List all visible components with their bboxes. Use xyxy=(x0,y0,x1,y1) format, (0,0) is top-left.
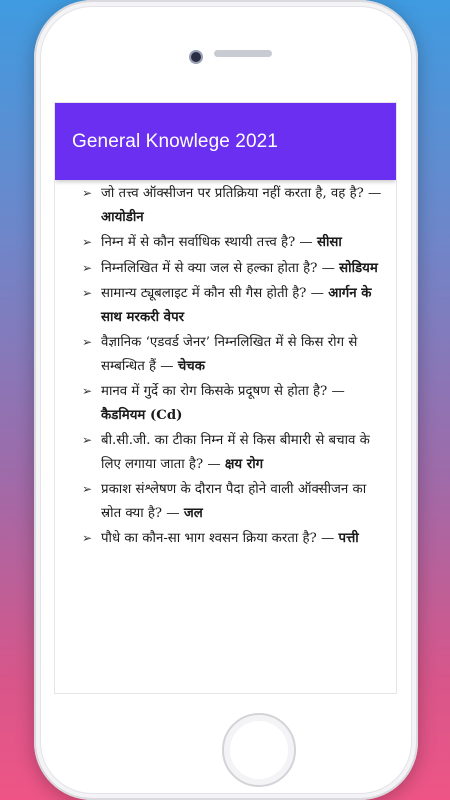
arrow-bullet-icon: ➢ xyxy=(82,335,93,349)
answer-text: आयोडीन xyxy=(101,209,144,225)
question-text: सामान्य ट्यूबलाइट में कौन सी गैस होती है? — xyxy=(101,286,324,301)
list-item xyxy=(82,257,382,281)
arrow-bullet-icon: ➢ xyxy=(82,286,93,300)
question-text: पौधे का कौन-सा भाग श्वसन क्रिया करता है? — xyxy=(101,531,335,546)
question-text: बी.सी.जी. का टीका निम्न में से किस बीमारी से बचाव के लिए लगाया जाता है? — xyxy=(101,433,370,472)
answer-text: चेचक xyxy=(177,358,205,374)
arrow-bullet-icon: ➢ xyxy=(82,384,93,398)
answer-text: कैडमियम (Cd) xyxy=(101,407,183,423)
arrow-bullet-icon: ➢ xyxy=(82,482,93,496)
question-text: निम्न में से कौन सर्वाधिक स्थायी तत्त्व है? — xyxy=(101,235,313,250)
home-button[interactable] xyxy=(222,713,296,787)
list-item xyxy=(82,331,382,378)
arrow-bullet-icon: ➢ xyxy=(82,260,93,275)
list-item xyxy=(82,231,382,255)
answer-text: आर्गन के साथ मरकरी वेपर xyxy=(101,286,372,325)
question-list[interactable] xyxy=(55,180,396,551)
answer-text: सोडियम xyxy=(339,260,378,276)
answer-text: क्षय रोग xyxy=(224,456,264,472)
list-item xyxy=(82,282,382,329)
list-item xyxy=(82,182,382,229)
question-text: निम्नलिखित में से क्या जल से हल्का होता है? — xyxy=(101,260,335,276)
arrow-bullet-icon: ➢ xyxy=(82,186,93,200)
list-item xyxy=(82,429,382,476)
arrow-bullet-icon: ➢ xyxy=(82,531,93,545)
question-text: जो तत्त्व ऑक्सीजन पर प्रतिक्रिया नहीं करता है, वह है? — xyxy=(101,186,382,201)
list-item xyxy=(82,478,382,525)
answer-text: पत्ती xyxy=(338,531,359,546)
answer-text: सीसा xyxy=(316,235,342,250)
arrow-bullet-icon: ➢ xyxy=(82,235,93,249)
camera-icon xyxy=(191,52,201,62)
list-item xyxy=(82,527,382,551)
list-item xyxy=(82,380,382,427)
question-text: वैज्ञानिक ‘एडवर्ड जेनर’ निम्नलिखित में से किस रोग से सम्बन्धित हैं — xyxy=(101,335,358,374)
question-text: मानव में गुर्दे का रोग किसके प्रदूषण से होता है? — xyxy=(101,384,345,399)
arrow-bullet-icon: ➢ xyxy=(82,433,93,447)
app-bar xyxy=(55,103,396,180)
question-text: प्रकाश संश्लेषण के दौरान पैदा होने वाली ऑक्सीजन का स्रोत क्या है? — xyxy=(101,482,367,521)
speaker-grille xyxy=(214,50,272,57)
answer-text: जल xyxy=(183,505,203,521)
app-title: General Knowlege 2021 xyxy=(72,130,278,152)
app-screen xyxy=(55,103,396,693)
